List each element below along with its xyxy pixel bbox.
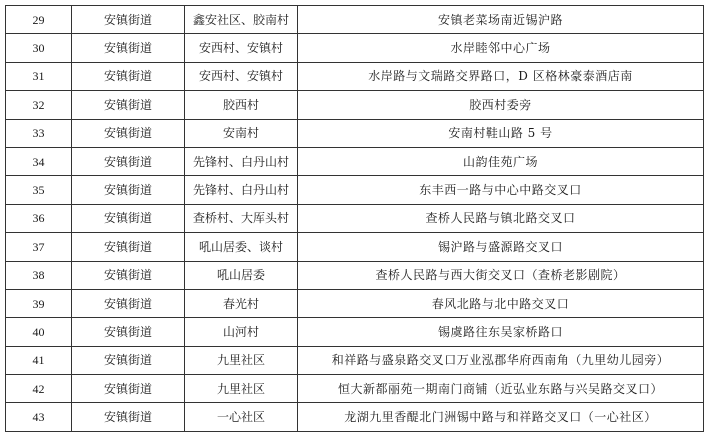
community-cell: 一心社区 (185, 403, 298, 431)
community-cell: 春光村 (185, 289, 298, 317)
row-number-cell: 36 (6, 204, 72, 232)
community-cell: 吼山居委 (185, 261, 298, 289)
street-cell: 安镇街道 (72, 34, 185, 62)
row-number-cell: 35 (6, 176, 72, 204)
row-number-cell: 30 (6, 34, 72, 62)
street-cell: 安镇街道 (72, 289, 185, 317)
table-row (6, 176, 704, 204)
street-cell: 安镇街道 (72, 147, 185, 175)
table-row (6, 91, 704, 119)
table-row (6, 403, 704, 431)
community-cell: 胶西村 (185, 91, 298, 119)
site-list-table (5, 5, 704, 432)
street-cell: 安镇街道 (72, 346, 185, 374)
row-number-cell: 34 (6, 147, 72, 175)
table-row (6, 204, 704, 232)
community-cell: 九里社区 (185, 375, 298, 403)
location-cell: 锡虞路往东吴家桥路口 (298, 318, 704, 346)
row-number-cell: 32 (6, 91, 72, 119)
row-number-cell: 40 (6, 318, 72, 346)
community-cell: 吼山居委、谈村 (185, 233, 298, 261)
street-cell: 安镇街道 (72, 261, 185, 289)
location-cell: 山韵佳苑广场 (298, 147, 704, 175)
street-cell: 安镇街道 (72, 375, 185, 403)
table-row (6, 346, 704, 374)
table-row (6, 62, 704, 90)
row-number-cell: 38 (6, 261, 72, 289)
street-cell: 安镇街道 (72, 6, 185, 34)
location-cell: 和祥路与盛泉路交叉口万业泓郡华府西南角（九里幼儿园旁） (298, 346, 704, 374)
table-row (6, 147, 704, 175)
table-row (6, 318, 704, 346)
location-cell: 查桥人民路与镇北路交叉口 (298, 204, 704, 232)
location-cell: 东丰西一路与中心中路交叉口 (298, 176, 704, 204)
community-cell: 安南村 (185, 119, 298, 147)
location-cell: 水岸睦邻中心广场 (298, 34, 704, 62)
community-cell: 九里社区 (185, 346, 298, 374)
table-row (6, 233, 704, 261)
row-number-cell: 33 (6, 119, 72, 147)
location-cell: 胶西村委旁 (298, 91, 704, 119)
table-row (6, 119, 704, 147)
location-cell: 查桥人民路与西大街交叉口（查桥老影剧院） (298, 261, 704, 289)
row-number-cell: 42 (6, 375, 72, 403)
community-cell: 先锋村、白丹山村 (185, 176, 298, 204)
location-cell: 春风北路与北中路交叉口 (298, 289, 704, 317)
site-list-table-container (5, 5, 703, 432)
street-cell: 安镇街道 (72, 176, 185, 204)
row-number-cell: 41 (6, 346, 72, 374)
site-list-table-body (6, 6, 704, 432)
table-row (6, 375, 704, 403)
street-cell: 安镇街道 (72, 119, 185, 147)
street-cell: 安镇街道 (72, 62, 185, 90)
location-cell: 水岸路与文瑞路交界路口，D 区格林豪泰酒店南 (298, 62, 704, 90)
location-cell: 龙湖九里香醍北门洲锡中路与和祥路交叉口（一心社区） (298, 403, 704, 431)
location-cell: 安镇老菜场南近锡沪路 (298, 6, 704, 34)
row-number-cell: 29 (6, 6, 72, 34)
location-cell: 锡沪路与盛源路交叉口 (298, 233, 704, 261)
street-cell: 安镇街道 (72, 318, 185, 346)
row-number-cell: 37 (6, 233, 72, 261)
street-cell: 安镇街道 (72, 91, 185, 119)
row-number-cell: 43 (6, 403, 72, 431)
location-cell: 恒大新都丽苑一期南门商铺（近弘业东路与兴吴路交叉口） (298, 375, 704, 403)
street-cell: 安镇街道 (72, 204, 185, 232)
location-cell: 安南村鞋山路 5 号 (298, 119, 704, 147)
community-cell: 安西村、安镇村 (185, 62, 298, 90)
community-cell: 鑫安社区、胶南村 (185, 6, 298, 34)
table-row (6, 289, 704, 317)
community-cell: 查桥村、大厍头村 (185, 204, 298, 232)
table-row (6, 6, 704, 34)
table-row (6, 34, 704, 62)
street-cell: 安镇街道 (72, 233, 185, 261)
community-cell: 先锋村、白丹山村 (185, 147, 298, 175)
street-cell: 安镇街道 (72, 403, 185, 431)
row-number-cell: 39 (6, 289, 72, 317)
row-number-cell: 31 (6, 62, 72, 90)
community-cell: 山河村 (185, 318, 298, 346)
table-row (6, 261, 704, 289)
community-cell: 安西村、安镇村 (185, 34, 298, 62)
